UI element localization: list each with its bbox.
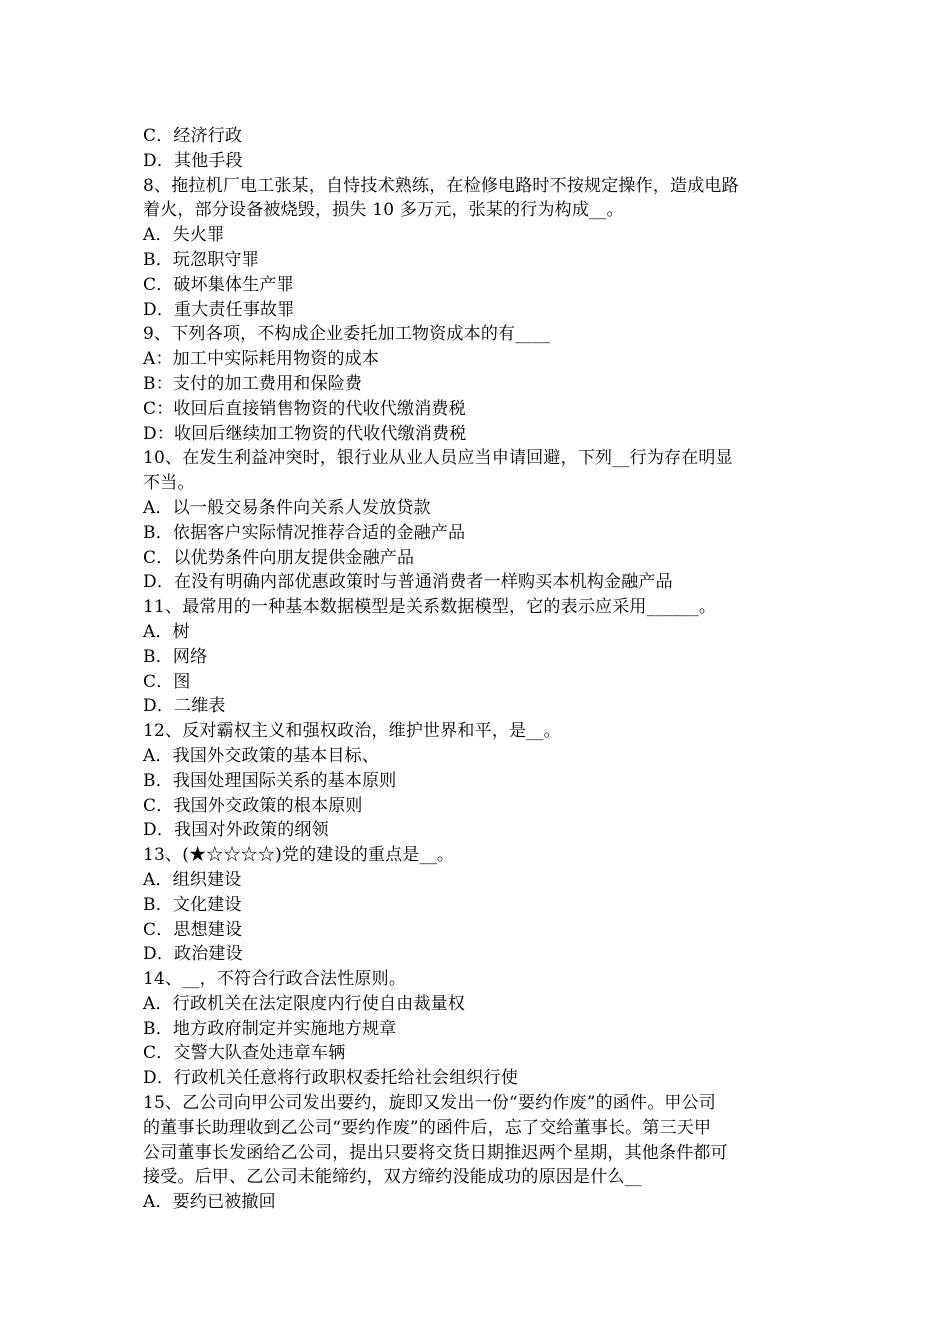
option-text: D．政治建设: [143, 944, 243, 965]
option-text: B．玩忽职守罪: [143, 249, 259, 270]
option-text: D：收回后继续加工物资的代收代缴消费税: [143, 423, 467, 444]
question-text: 公司董事长发函给乙公司，提出只要将交货日期推迟两个星期，其他条件都可: [143, 1142, 728, 1163]
question-text: 15、乙公司向甲公司发出要约，旋即又发出一份“要约作废”的函件。甲公司: [143, 1093, 717, 1114]
option-text: B．文化建设: [143, 894, 242, 915]
option-text: B．我国处理国际关系的基本原则: [143, 770, 397, 791]
option-text: C：收回后直接销售物资的代收代缴消费税: [143, 398, 466, 419]
option-text: A．我国外交政策的基本目标、: [143, 745, 380, 766]
question-text: 8、拖拉机厂电工张某，自恃技术熟练，在检修电路时不按规定操作，造成电路: [143, 175, 739, 196]
option-text: D．在没有明确内部优惠政策时与普通消费者一样购买本机构金融产品: [143, 572, 673, 593]
option-text: C．以优势条件向朋友提供金融产品: [143, 547, 415, 568]
question-text: 接受。后甲、乙公司未能缔约，双方缔约没能成功的原因是什么__: [143, 1167, 642, 1188]
question-text: 9、下列各项，不构成企业委托加工物资成本的有____: [143, 324, 551, 345]
question-text: 13、(★☆☆☆☆)党的建设的重点是__。: [143, 845, 455, 866]
option-text: D．重大责任事故罪: [143, 299, 295, 320]
option-text: B：支付的加工费用和保险费: [143, 373, 363, 394]
option-text: C．思想建设: [143, 919, 243, 940]
option-text: D．我国对外政策的纲领: [143, 820, 329, 841]
option-text: D．二维表: [143, 696, 226, 717]
text-line: D．其他手段: [143, 150, 243, 171]
option-text: A．要约已被撤回: [143, 1192, 276, 1213]
question-text: 着火，部分设备被烧毁，损失 10 多万元，张某的行为构成__。: [143, 200, 624, 221]
option-text: C．交警大队查处违章车辆: [143, 1043, 346, 1064]
option-text: C．图: [143, 671, 191, 692]
question-text: 不当。: [143, 473, 195, 494]
option-text: A．树: [143, 621, 190, 642]
option-text: D．行政机关任意将行政职权委托给社会组织行使: [143, 1068, 519, 1089]
question-text: 的董事长助理收到乙公司“要约作废”的函件后，忘了交给董事长。第三天甲: [143, 1117, 712, 1138]
question-text: 10、在发生利益冲突时，银行业从业人员应当申请回避，下列__行为存在明显: [143, 448, 733, 469]
option-text: A．失火罪: [143, 225, 225, 246]
option-text: A．以一般交易条件向关系人发放贷款: [143, 497, 431, 518]
option-text: C．我国外交政策的根本原则: [143, 795, 363, 816]
option-text: A．行政机关在法定限度内行使自由裁量权: [143, 993, 466, 1014]
question-text: 12、反对霸权主义和强权政治，维护世界和平，是__。: [143, 721, 561, 742]
option-text: A．组织建设: [143, 869, 242, 890]
question-text: 14、__，不符合行政合法性原则。: [143, 969, 407, 990]
question-text: 11、最常用的一种基本数据模型是关系数据模型，它的表示应采用______。: [143, 597, 717, 618]
option-text: B．网络: [143, 646, 208, 667]
option-text: B．依据客户实际情况推荐合适的金融产品: [143, 522, 466, 543]
option-text: C．破坏集体生产罪: [143, 274, 294, 295]
document-page: [143, 124, 811, 1215]
option-text: B．地方政府制定并实施地方规章: [143, 1018, 397, 1039]
text-line: C．经济行政: [143, 126, 243, 146]
option-text: A：加工中实际耗用物资的成本: [143, 349, 380, 370]
